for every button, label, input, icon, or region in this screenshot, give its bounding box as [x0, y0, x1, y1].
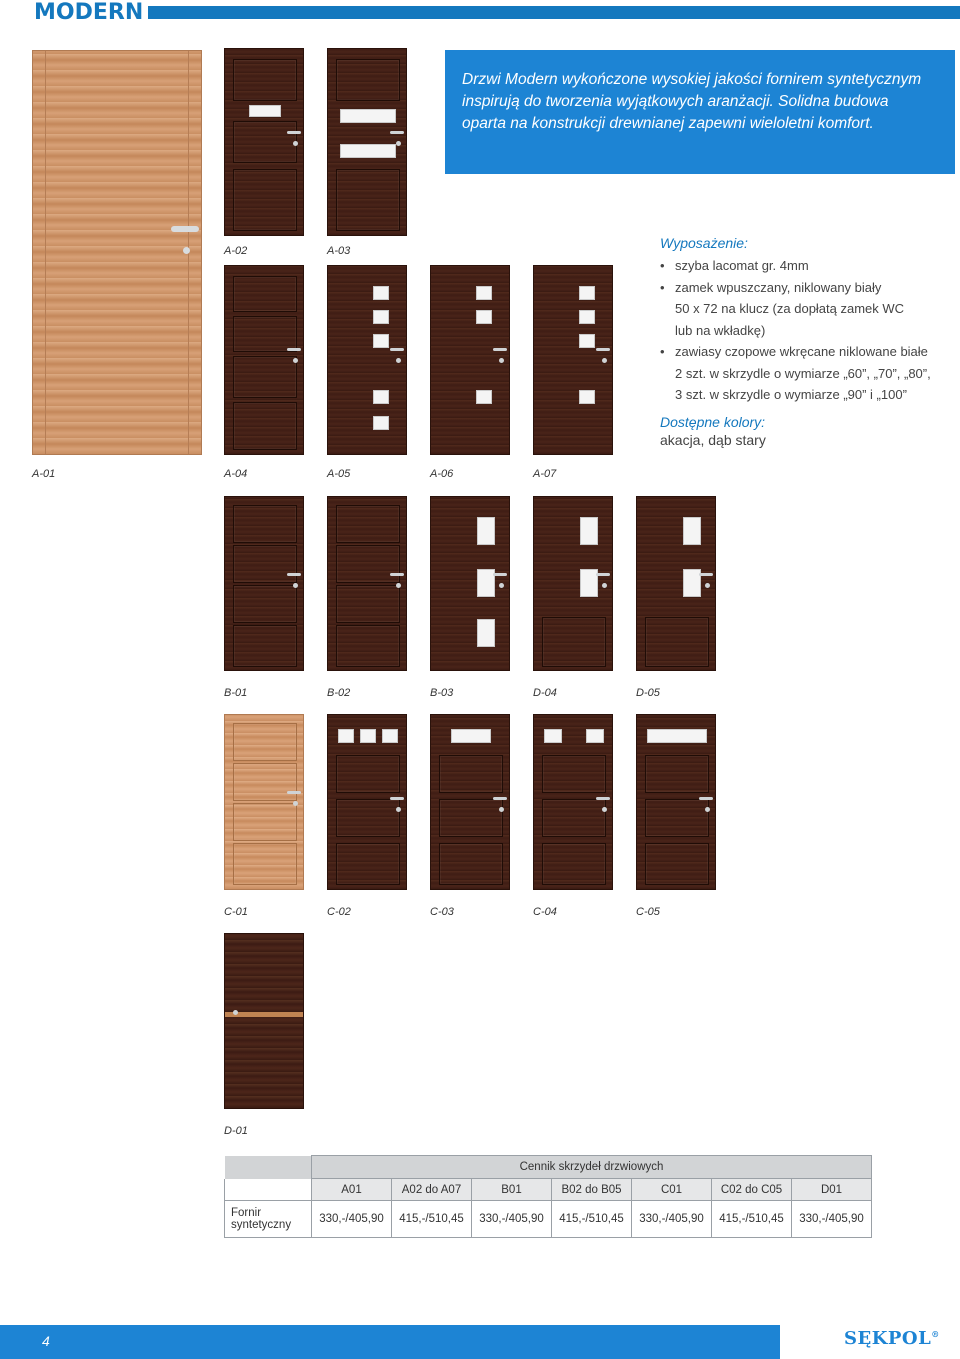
lock-icon [183, 247, 190, 254]
price-header: D01 [792, 1179, 872, 1201]
price-cell: 330,-/405,90 [312, 1201, 392, 1238]
equipment-item-cont: 3 szt. w skrzydle o wymiarze „90” i „100” [675, 387, 907, 402]
price-row-label [225, 1201, 312, 1238]
door-c02 [327, 714, 407, 890]
door-label: C-05 [636, 906, 660, 918]
door-label: C-01 [224, 906, 248, 918]
door-d05 [636, 496, 716, 671]
door-c03 [430, 714, 510, 890]
door-label: B-01 [224, 687, 248, 699]
equipment-section [660, 235, 960, 448]
equipment-item-cont: lub na wkładkę) [675, 322, 766, 338]
price-header: A02 do A07 [392, 1179, 472, 1201]
page-number: 4 [42, 1333, 50, 1349]
door-label: D-01 [224, 1125, 248, 1137]
price-header: A01 [312, 1179, 392, 1201]
intro-box [445, 50, 955, 174]
handle-icon [171, 226, 199, 232]
door-b01 [224, 496, 304, 671]
door-b02 [327, 496, 407, 671]
door-label: A-07 [533, 468, 557, 480]
door-label: A-05 [327, 468, 351, 480]
price-header: C01 [632, 1179, 712, 1201]
door-label: A-06 [430, 468, 454, 480]
equipment-item-cont: 2 szt. w skrzydle o wymiarze „60”, „70”, „80”, [675, 365, 931, 381]
registered-icon: ® [931, 1329, 940, 1339]
door-label: C-04 [533, 906, 557, 918]
footer-bar [0, 1325, 780, 1359]
door-a06 [430, 265, 510, 455]
door-label: A-02 [224, 245, 248, 257]
price-cell: 415,-/510,45 [552, 1201, 632, 1238]
equipment-item: • zawiasy czopowe wkręcane niklowane białe [660, 341, 960, 363]
price-table-caption: Cennik skrzydeł drzwiowych [312, 1156, 872, 1179]
door-label: A-03 [327, 245, 351, 257]
door-a04 [224, 265, 304, 455]
logo-text: SĘKPOL [844, 1328, 932, 1349]
brand-logo [844, 1328, 940, 1349]
door-d04 [533, 496, 613, 671]
price-cell: 415,-/510,45 [712, 1201, 792, 1238]
price-header: B01 [472, 1179, 552, 1201]
door-label: C-02 [327, 906, 351, 918]
price-cell: 330,-/405,90 [632, 1201, 712, 1238]
door-label: A-04 [224, 468, 248, 480]
door-a07 [533, 265, 613, 455]
door-a03 [327, 48, 407, 236]
door-label: A-01 [32, 468, 56, 480]
equipment-heading: Wyposażenie: [660, 235, 748, 251]
intro-text: Drzwi Modern wykończone wysokiej jakości fornirem syntetycznym inspirują do tworzenia wyjątkowych aranżacji. Solidna budowa oparta na konstrukcji drewnianej zapewni wieloletni komfort. [462, 71, 922, 132]
door-a01 [32, 50, 202, 455]
door-c04 [533, 714, 613, 890]
door-c01 [224, 714, 304, 890]
price-header: B02 do B05 [552, 1179, 632, 1201]
door-a02 [224, 48, 304, 236]
equipment-item-cont: 50 x 72 na klucz (za dopłatą zamek WC [675, 301, 905, 316]
price-header: C02 do C05 [712, 1179, 792, 1201]
door-label: D-04 [533, 687, 557, 699]
row-label-line: syntetyczny [231, 1219, 292, 1231]
price-table [224, 1155, 872, 1238]
door-label: D-05 [636, 687, 660, 699]
row-label-line: Fornir [231, 1207, 262, 1219]
door-label: B-03 [430, 687, 454, 699]
price-cell: 330,-/405,90 [472, 1201, 552, 1238]
equipment-item: • szyba lacomat gr. 4mm [660, 255, 960, 277]
door-d01 [224, 933, 304, 1109]
equipment-item: • zamek wpuszczany, niklowany biały [660, 277, 960, 299]
door-a05 [327, 265, 407, 455]
price-cell: 330,-/405,90 [792, 1201, 872, 1238]
header-bar [148, 6, 960, 19]
door-c05 [636, 714, 716, 890]
price-cell: 415,-/510,45 [392, 1201, 472, 1238]
door-b03 [430, 496, 510, 671]
page-title: MODERN [34, 0, 144, 25]
colors-list: akacja, dąb stary [660, 431, 766, 448]
door-label: C-03 [430, 906, 454, 918]
colors-heading: Dostępne kolory: [660, 413, 766, 430]
door-label: B-02 [327, 687, 351, 699]
